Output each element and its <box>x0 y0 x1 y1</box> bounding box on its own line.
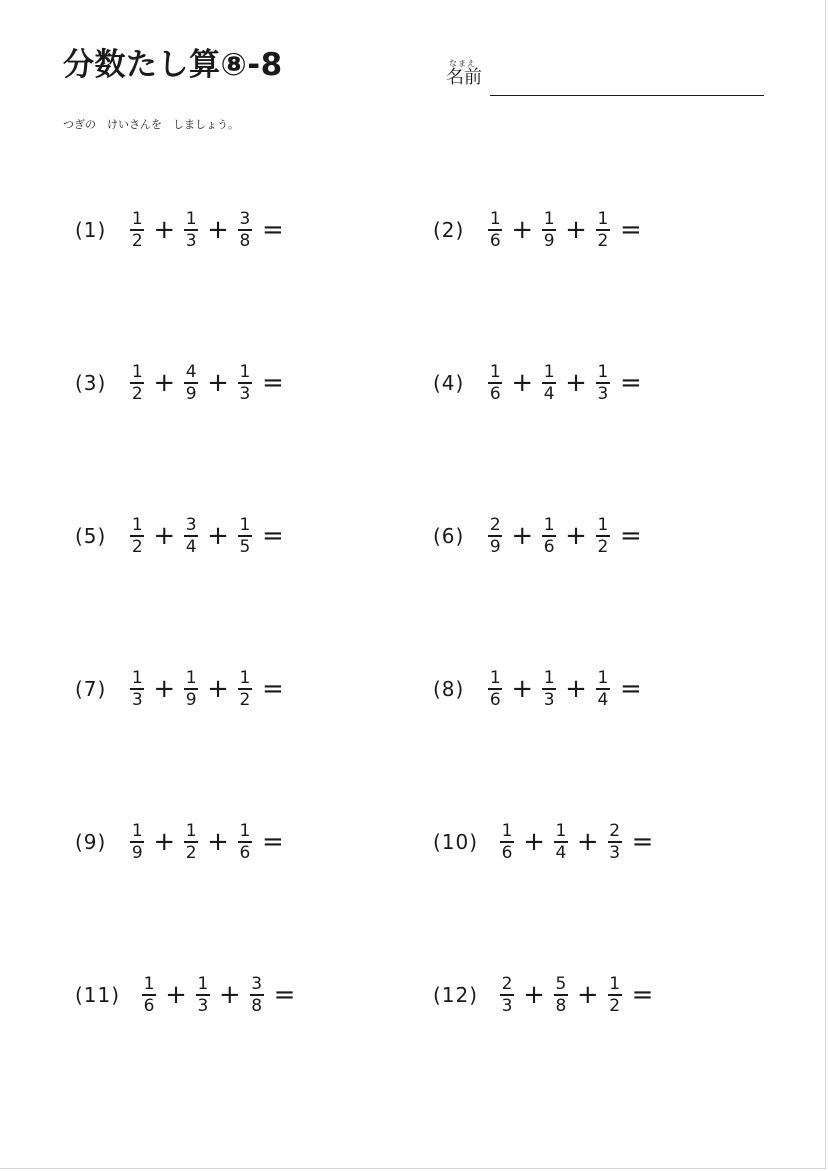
plus-sign: + <box>165 980 187 1010</box>
fraction-numerator: 1 <box>543 208 555 229</box>
fraction <box>608 973 622 1016</box>
plus-sign: + <box>523 980 545 1010</box>
fraction <box>542 667 556 710</box>
plus-sign: + <box>576 980 599 1010</box>
fraction-denominator: 3 <box>239 383 251 404</box>
fraction-numerator: 1 <box>185 208 197 229</box>
fraction <box>184 820 198 863</box>
plus-sign: + <box>207 521 229 551</box>
plus-sign: + <box>523 827 545 857</box>
fraction-denominator: 2 <box>131 536 143 557</box>
equals-sign: = <box>631 980 654 1010</box>
fraction <box>596 514 610 557</box>
fraction-denominator: 6 <box>239 842 251 863</box>
name-label: 名前 <box>446 67 482 88</box>
fraction-denominator: 2 <box>597 536 609 557</box>
fraction-numerator: 3 <box>185 514 197 535</box>
fraction <box>238 208 252 251</box>
plus-sign: + <box>153 827 176 857</box>
problem-number: (2) <box>433 218 465 242</box>
fraction-numerator: 1 <box>489 361 501 382</box>
fraction-numerator: 1 <box>131 361 143 382</box>
fraction <box>238 820 252 863</box>
fraction <box>196 973 210 1016</box>
problem-5 <box>75 511 284 561</box>
problem-number: (6) <box>433 524 465 548</box>
fraction-numerator: 1 <box>543 667 555 688</box>
fraction-denominator: 3 <box>597 383 609 404</box>
plus-sign: + <box>153 521 176 551</box>
fraction-numerator: 1 <box>489 667 501 688</box>
fraction-numerator: 1 <box>185 667 197 688</box>
fraction-denominator: 8 <box>555 995 567 1016</box>
fraction-denominator: 6 <box>143 995 155 1016</box>
fraction-numerator: 1 <box>131 667 143 688</box>
plus-sign: + <box>511 674 534 704</box>
fraction <box>542 208 556 251</box>
fraction-denominator: 5 <box>239 536 251 557</box>
equals-sign: = <box>619 674 642 704</box>
fraction <box>238 514 252 557</box>
fraction <box>542 361 556 404</box>
plus-sign: + <box>576 827 599 857</box>
fraction <box>130 514 144 557</box>
name-furigana: なまえ <box>449 59 476 68</box>
fraction-numerator: 2 <box>489 514 501 535</box>
fraction-denominator: 9 <box>543 230 555 251</box>
problem-number: (10) <box>433 830 479 854</box>
fraction-denominator: 4 <box>597 689 609 710</box>
problem-number: (4) <box>433 371 465 395</box>
fraction <box>596 667 610 710</box>
fraction <box>608 820 622 863</box>
fraction-numerator: 1 <box>239 667 251 688</box>
problem-1 <box>75 205 284 255</box>
equals-sign: = <box>261 521 284 551</box>
fraction-denominator: 9 <box>131 842 143 863</box>
fraction-denominator: 9 <box>185 383 197 404</box>
fraction-denominator: 6 <box>489 230 501 251</box>
plus-sign: + <box>153 368 176 398</box>
instruction-text: つぎの けいさんを しましょう。 <box>63 118 239 131</box>
plus-sign: + <box>218 980 241 1010</box>
fraction-numerator: 5 <box>555 973 567 994</box>
fraction-numerator: 3 <box>251 973 263 994</box>
fraction-denominator: 3 <box>501 995 513 1016</box>
problem-9 <box>75 817 284 867</box>
plus-sign: + <box>565 215 587 245</box>
plus-sign: + <box>511 368 534 398</box>
fraction <box>130 361 144 404</box>
fraction <box>238 667 252 710</box>
fraction <box>130 820 144 863</box>
fraction-numerator: 1 <box>597 208 609 229</box>
fraction-denominator: 3 <box>543 689 555 710</box>
plus-sign: + <box>565 368 587 398</box>
fraction <box>554 820 568 863</box>
fraction-denominator: 4 <box>185 536 197 557</box>
problem-11 <box>75 970 295 1020</box>
fraction <box>184 667 198 710</box>
fraction-denominator: 8 <box>251 995 263 1016</box>
fraction-denominator: 2 <box>185 842 197 863</box>
fraction-numerator: 1 <box>597 361 609 382</box>
fraction-denominator: 6 <box>501 842 513 863</box>
problem-4 <box>433 358 642 408</box>
name-write-line[interactable] <box>490 95 764 96</box>
equals-sign: = <box>261 215 284 245</box>
problem-number: (1) <box>75 218 107 242</box>
problem-7 <box>75 664 284 714</box>
fraction-denominator: 3 <box>197 995 209 1016</box>
fraction-denominator: 2 <box>131 230 143 251</box>
fraction <box>130 667 144 710</box>
fraction <box>184 208 198 251</box>
fraction-numerator: 1 <box>489 208 501 229</box>
fraction-numerator: 3 <box>239 208 251 229</box>
fraction-numerator: 2 <box>501 973 513 994</box>
fraction-numerator: 1 <box>239 361 251 382</box>
equals-sign: = <box>261 368 284 398</box>
equals-sign: = <box>631 827 654 857</box>
fraction-numerator: 1 <box>239 820 251 841</box>
fraction <box>488 361 502 404</box>
fraction-denominator: 6 <box>489 689 501 710</box>
fraction <box>596 361 610 404</box>
fraction-numerator: 1 <box>131 820 143 841</box>
problem-2 <box>433 205 642 255</box>
fraction-numerator: 1 <box>185 820 197 841</box>
problem-number: (12) <box>433 983 479 1007</box>
fraction-numerator: 4 <box>185 361 197 382</box>
fraction-numerator: 1 <box>597 667 609 688</box>
fraction <box>596 208 610 251</box>
plus-sign: + <box>207 368 229 398</box>
fraction <box>488 208 502 251</box>
page-edge-bottom <box>0 1168 826 1169</box>
fraction <box>238 361 252 404</box>
problem-10 <box>433 817 653 867</box>
fraction-denominator: 6 <box>489 383 501 404</box>
plus-sign: + <box>153 215 176 245</box>
fraction-numerator: 1 <box>239 514 251 535</box>
fraction-denominator: 2 <box>239 689 251 710</box>
problem-number: (7) <box>75 677 107 701</box>
fraction-denominator: 3 <box>131 689 143 710</box>
fraction-numerator: 1 <box>501 820 513 841</box>
fraction-numerator: 1 <box>131 208 143 229</box>
fraction-numerator: 1 <box>597 514 609 535</box>
problem-3 <box>75 358 284 408</box>
problem-8 <box>433 664 642 714</box>
plus-sign: + <box>565 521 587 551</box>
problem-number: (5) <box>75 524 107 548</box>
fraction <box>184 514 198 557</box>
fraction-numerator: 1 <box>197 973 209 994</box>
equals-sign: = <box>619 215 642 245</box>
worksheet-title: 分数たし算⑧-8 <box>63 47 283 83</box>
fraction <box>184 361 198 404</box>
fraction-denominator: 3 <box>185 230 197 251</box>
fraction <box>500 820 514 863</box>
plus-sign: + <box>207 674 229 704</box>
fraction-numerator: 1 <box>131 514 143 535</box>
fraction-denominator: 2 <box>609 995 621 1016</box>
plus-sign: + <box>511 521 534 551</box>
problem-number: (9) <box>75 830 107 854</box>
fraction <box>500 973 514 1016</box>
plus-sign: + <box>511 215 534 245</box>
fraction-numerator: 1 <box>143 973 155 994</box>
problem-12 <box>433 970 653 1020</box>
fraction-numerator: 1 <box>543 514 555 535</box>
problem-6 <box>433 511 642 561</box>
fraction-denominator: 4 <box>555 842 567 863</box>
fraction <box>542 514 556 557</box>
fraction <box>142 973 156 1016</box>
fraction <box>554 973 568 1016</box>
plus-sign: + <box>207 215 229 245</box>
problem-number: (11) <box>75 983 121 1007</box>
fraction <box>250 973 264 1016</box>
fraction-denominator: 3 <box>609 842 621 863</box>
page-edge-right <box>825 0 826 1168</box>
fraction-numerator: 1 <box>543 361 555 382</box>
fraction-denominator: 9 <box>185 689 197 710</box>
fraction-denominator: 4 <box>543 383 555 404</box>
fraction <box>488 667 502 710</box>
equals-sign: = <box>261 674 284 704</box>
plus-sign: + <box>153 674 176 704</box>
fraction-denominator: 8 <box>239 230 251 251</box>
fraction <box>130 208 144 251</box>
fraction-numerator: 1 <box>609 973 621 994</box>
fraction-numerator: 2 <box>609 820 621 841</box>
fraction-denominator: 2 <box>597 230 609 251</box>
equals-sign: = <box>619 368 642 398</box>
fraction-denominator: 2 <box>131 383 143 404</box>
fraction-numerator: 1 <box>555 820 567 841</box>
equals-sign: = <box>261 827 284 857</box>
problem-number: (8) <box>433 677 465 701</box>
equals-sign: = <box>273 980 296 1010</box>
fraction-denominator: 9 <box>489 536 501 557</box>
plus-sign: + <box>565 674 587 704</box>
fraction <box>488 514 502 557</box>
problem-number: (3) <box>75 371 107 395</box>
fraction-denominator: 6 <box>543 536 555 557</box>
plus-sign: + <box>207 827 229 857</box>
equals-sign: = <box>619 521 642 551</box>
